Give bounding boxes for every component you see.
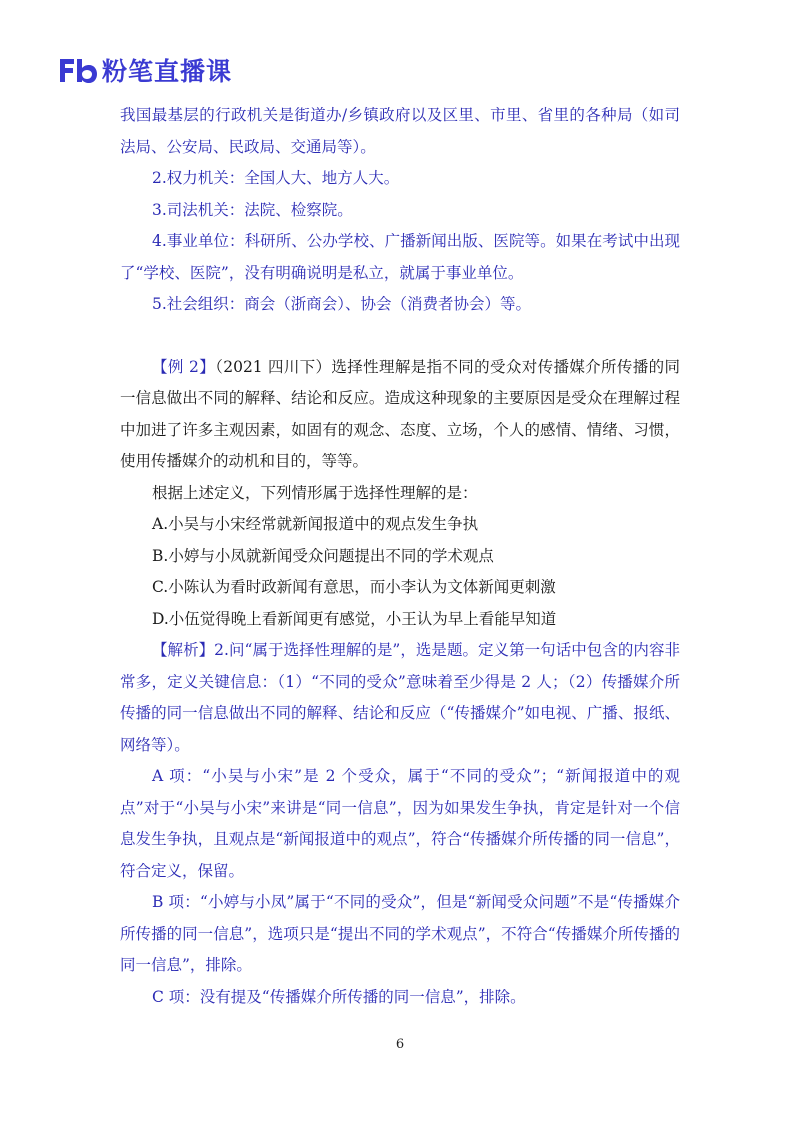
analysis-tag: 【解析】 bbox=[152, 641, 215, 659]
analysis-text: 2.问“属于选择性理解的是”，选是题。定义第一句话中包含的内容非常多，定义关键信息：（1）“不同的受众”意味着至少得是 2 人；（2）传播媒介所传播的同一信息做出不同的解释、结论和反应（“传播媒介”如电视、广播、报纸、网络等）。 bbox=[120, 641, 680, 754]
fb-logo-icon bbox=[57, 55, 97, 85]
example-text: （2021 四川下）选择性理解是指不同的受众对传播媒介所传播的同一信息做出不同的解释、结论和反应。造成这种现象的主要原因是受众在理解过程中加进了许多主观因素，如固有的观念、态度、立场，个人的感情、情绪、习惯，使用传播媒介的动机和目的，等等。 bbox=[120, 357, 680, 470]
analysis-paragraph: B 项：“小婷与小凤”属于“不同的受众”，但是“新闻受众问题”不是“传播媒介所传播的同一信息”，选项只是“提出不同的学术观点”，不符合“传播媒介所传播的同一信息”，排除。 bbox=[120, 893, 680, 974]
option-a: A.小吴与小宋经常就新闻报道中的观点发生争执 bbox=[152, 515, 479, 533]
brand-name: 粉笔直播课 bbox=[102, 57, 233, 86]
analysis-paragraph bbox=[120, 635, 680, 761]
paragraph: 2.权力机关：全国人大、地方人大。 bbox=[152, 169, 400, 187]
option-c: C.小陈认为看时政新闻有意思，而小李认为文体新闻更刺激 bbox=[152, 578, 556, 596]
option-d: D.小伍觉得晚上看新闻更有感觉，小王认为早上看能早知道 bbox=[152, 609, 557, 628]
paragraph: 4.事业单位：科研所、公办学校、广播新闻出版、医院等。如果在考试中出现了“学校、医院”，没有明确说明是私立，就属于事业单位。 bbox=[120, 232, 680, 282]
brand-logo bbox=[57, 52, 232, 88]
paragraph: 我国最基层的行政机关是街道办/乡镇政府以及区里、市里、省里的各种局（如司法局、公安局、民政局、交通局等）。 bbox=[120, 106, 680, 156]
example-paragraph bbox=[120, 352, 680, 478]
option-b: B.小婷与小凤就新闻受众问题提出不同的学术观点 bbox=[152, 546, 494, 565]
example-tag: 【例 2】 bbox=[152, 357, 216, 376]
analysis-paragraph: C 项：没有提及“传播媒介所传播的同一信息”，排除。 bbox=[152, 987, 526, 1006]
document-body bbox=[120, 100, 680, 1013]
paragraph: 5.社会组织：商会（浙商会）、协会（消费者协会）等。 bbox=[152, 295, 532, 313]
page-number: 6 bbox=[395, 1037, 405, 1052]
paragraph: 3.司法机关：法院、检察院。 bbox=[152, 200, 353, 219]
analysis-paragraph: A 项：“小吴与小宋”是 2 个受众，属于“不同的受众”；“新闻报道中的观点”对于“小吴与小宋”来讲是“同一信息”，因为如果发生争执，肯定是针对一个信息发生争执，且观点是“新闻报道中的观点”，符合“传播媒介所传播的同一信息”，符合定义，保留。 bbox=[120, 767, 680, 880]
question: 根据上述定义，下列情形属于选择性理解的是： bbox=[152, 483, 478, 502]
